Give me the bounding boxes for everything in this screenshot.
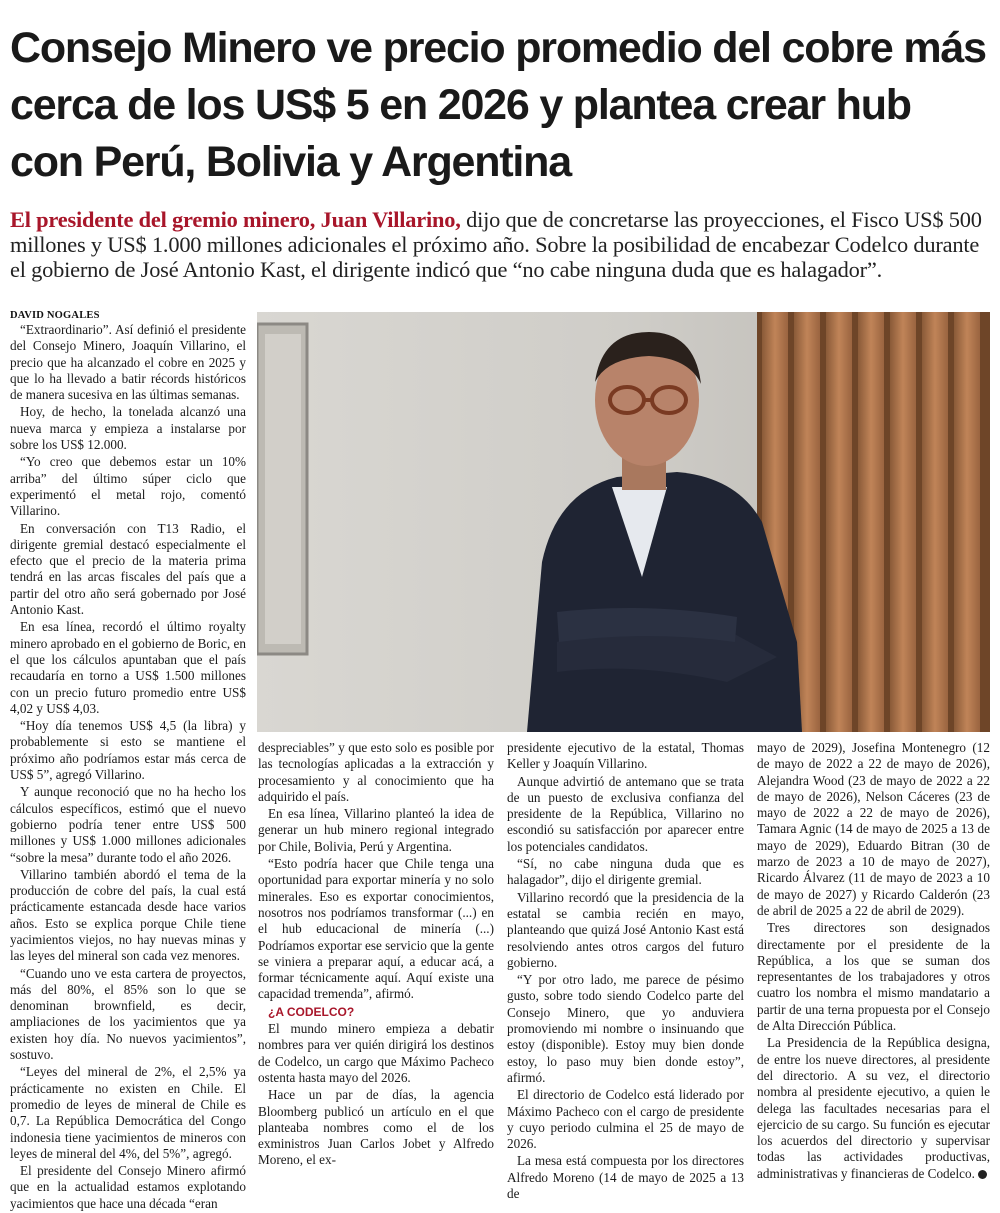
paragraph: “Sí, no cabe ninguna duda que es halagador”, dijo el dirigente gremial.: [507, 856, 744, 888]
end-mark-icon: P: [978, 1170, 987, 1179]
paragraph: “Leyes del mineral de 2%, el 2,5% ya prácticamente no existen en Chile. El promedio de leyes de mineral de Chile es 0,7. La República Democrática del Congo indonesia tiene yacimientos de mineros con leyes de mineral del 4%, del 5%”, agregó.: [10, 1064, 246, 1161]
paragraph: En conversación con T13 Radio, el dirigente gremial destacó especialmente el efecto que el precio de la materia prima tendrá en las arcas fiscales del país que a partir del otro año será gobernado por José Antonio Kast.: [10, 520, 246, 618]
paragraph: El mundo minero empieza a debatir nombres para ver quién dirigirá los destinos de Codelco, un cargo que Máximo Pacheco ostenta hasta mayo del 2026.: [258, 1021, 494, 1085]
portrait-image: [257, 312, 990, 732]
lede-highlight: El presidente del gremio minero, Juan Villarino,: [10, 207, 461, 232]
paragraph: “Cuando uno ve esta cartera de proyectos, más del 80%, el 85% son lo que se denominan brownfield, es decir, ampliaciones de los yacimientos que ya existen hoy día. No nuevos yacimientos”, sostuvo.: [10, 965, 246, 1063]
paragraph: Aunque advirtió de antemano que se trata de un puesto de exclusiva confianza del presidente de la República, Villarino no escondió su satisfacción por aparecer entre los potenciales candidatos.: [507, 773, 744, 854]
paragraph: [757, 1035, 993, 1182]
column-4: [757, 740, 993, 1183]
lede: [10, 207, 985, 282]
paragraph: Villarino también abordó el tema de la producción de cobre del país, la cual está prácticamente estancada desde hace varios años. Esto se explica porque Chile tiene yacimientos viejos, no hay nuevas minas y las leyes del mineral son cada vez menores.: [10, 866, 246, 964]
paragraph-text: La Presidencia de la República designa, de entre los nueve directores, al presidente del directorio. A su vez, el directorio nombra al presidente ejecutivo, a quien le delega las facultades necesarias para el ejercicio de su cargo. Su función es ejecutar los acuerdos del directorio y supervisar todas las actividades productivas, administrativas y financieras de Codelco.: [757, 1035, 990, 1181]
column-2: [258, 740, 494, 1170]
paragraph: “Y por otro lado, me parece de pésimo gusto, sobre todo siendo Codelco parte del Consejo Minero, que yo anduviera promoviendo mi nombre o insinuando que estoy (disponible). Estoy muy bien donde estoy, lo paso muy bien donde estoy”, afirmó.: [507, 972, 744, 1085]
lede-text: dijo que de concretarse las proyecciones, el Fisco US$ 500 millones y US$ 1.000 millones adicionales el próximo año. Sobre la posibilidad de encabezar Codelco durante el gobierno de José Antonio Kast, el dirigente indicó que “no cabe ninguna duda que es halagador”.: [10, 207, 982, 282]
paragraph: despreciables” y que esto solo es posible por las tecnologías aplicadas a la extracción y procesamiento y al conocimiento que ha adquirido el país.: [258, 740, 494, 804]
photo-portrait: [257, 312, 990, 732]
paragraph: Tres directores son designados directamente por el presidente de la República, a los que se suman dos representantes de los trabajadores y otros cuatro los nombra el mismo mandatario a partir de una terna propuesta por el Consejo de Alta Dirección Pública.: [757, 920, 990, 1034]
paragraph: En esa línea, Villarino planteó la idea de generar un hub minero regional integrado por Chile, Bolivia, Perú y Argentina.: [258, 806, 494, 854]
paragraph: La mesa está compuesta por los directores Alfredo Moreno (14 de mayo de 2025 a 13 de: [507, 1153, 744, 1202]
paragraph: Villarino recordó que la presidencia de la estatal se cambia recién en mayo, planteando que quizá José Antonio Kast está resolviendo antes otros cargos del futuro gobierno.: [507, 889, 744, 970]
paragraph: El directorio de Codelco está liderado por Máximo Pacheco con el cargo de presidente y cuyo periodo culmina el 25 de mayo de 2026.: [507, 1087, 744, 1152]
paragraph: El presidente del Consejo Minero afirmó que en la actualidad estamos explotando yacimientos que hace una década “eran: [10, 1163, 246, 1211]
paragraph: mayo de 2029), Josefina Montenegro (12 de mayo de 2022 a 22 de mayo de 2026), Alejandra Wood (23 de mayo de 2022 a 22 de mayo de 2026), Nelson Cáceres (23 de mayo de 2022 a 22 de mayo de 2026), Tamara Agnic (14 de mayo de 2025 a 13 de mayo de 2029), Eduardo Bitran (30 de marzo de 2023 a 10 de mayo de 2027), Ricardo Álvarez (11 de mayo de 2023 a 10 de mayo de 2027) y Ricardo Calderón (23 de abril de 2025 a 22 de abril de 2029).: [757, 740, 990, 918]
paragraph: Hace un par de días, la agencia Bloomberg publicó un artículo en el que planteaba nombres como el de los exministros Juan Carlos Jobet y Alfredo Moreno, el ex-: [258, 1087, 494, 1168]
byline: DAVID NOGALES: [10, 310, 100, 321]
paragraph: Y aunque reconoció que no ha hecho los cálculos específicos, estimó que el nuevo gobierno podría tener entre US$ 500 millones y US$ 1.000 millones adicionales “sobre la mesa” durante todo el año 2026.: [10, 784, 246, 865]
paragraph: En esa línea, recordó el último royalty minero aprobado en el gobierno de Boric, en el que los cálculos apuntaban que el país recaudaría en torno a US$ 1.500 millones con un precio futuro promedio entre US$ 4,02 y US$ 4,03.: [10, 619, 246, 716]
paragraph: presidente ejecutivo de la estatal, Thomas Keller y Joaquín Villarino.: [507, 740, 744, 772]
column-1: [10, 322, 246, 1213]
paragraph: “Yo creo que debemos estar un 10% arriba” del último súper ciclo que experimentó el metal rojo, comentó Villarino.: [10, 454, 246, 519]
paragraph: “Extraordinario”. Así definió el presidente del Consejo Minero, Joaquín Villarino, el precio que ha alcanzado el cobre en 2025 y que lo ha llevado a batir récords históricos de manera sucesiva en las últimas semanas.: [10, 322, 246, 403]
paragraph: “Esto podría hacer que Chile tenga una oportunidad para exportar minería y no solo minerales. Eso es exportar conocimientos, nosotros nos podríamos transformar (...) en el hub educacional de minería (...) Podríamos exportar ese servicio que la gente se viniera a preparar aquí, a educar acá, a formar técnicamente aquí. Aquí existe una capacidad tremenda”, afirmó.: [258, 856, 494, 1002]
paragraph: Hoy, de hecho, la tonelada alcanzó una nueva marca y empieza a instalarse por sobre los US$ 12.000.: [10, 404, 246, 453]
section-subhead: ¿A CODELCO?: [268, 1004, 355, 1019]
column-3: [507, 740, 744, 1203]
paragraph: “Hoy día tenemos US$ 4,5 (la libra) y probablemente si esto se mantiene el próximo año podríamos estar más cerca de US$ 5”, agregó Villarino.: [10, 718, 246, 783]
headline: Consejo Minero ve precio promedio del cobre más cerca de los US$ 5 en 2026 y plantea crear hub con Perú, Bolivia y Argentina: [10, 24, 986, 186]
